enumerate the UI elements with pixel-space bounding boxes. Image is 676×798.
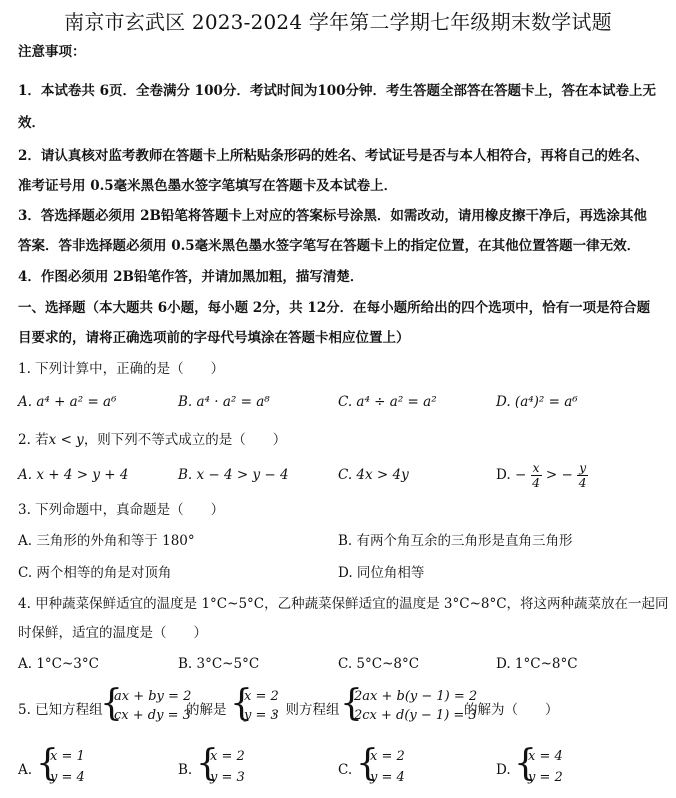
q5-option-b <box>196 743 256 788</box>
notice-line-6: 答案．答非选择题必须用 0.5毫米黑色墨水签字笔写在答题卡上的指定位置，在其他位置答题一律无效． <box>18 238 641 254</box>
q2-stem-pre: 2. 若 <box>18 432 49 448</box>
q5-option-c-label: C. <box>338 762 353 778</box>
q5-option-d-label: D. <box>496 762 511 778</box>
q5-option-d-eq2: y = 2 <box>528 770 563 785</box>
exam-title: 南京市玄武区 2023-2024 学年第二学期七年级期末数学试题 <box>64 10 612 34</box>
q5-stem-mid1: 的解是 <box>186 702 227 718</box>
q5-option-c-brace: { <box>356 743 379 784</box>
q2-option-b: B. x − 4 > y − 4 <box>178 467 289 483</box>
q1-option-c: C. a⁴ ÷ a² = a² <box>338 394 437 410</box>
q5-system-2-eq2: 2cx + d(y − 1) = 3 <box>354 708 477 723</box>
q5-option-a-label: A. <box>18 762 33 778</box>
q2-stem-post: ，则下列不等式成立的是（ ） <box>83 432 287 448</box>
q5-option-a-eq1: x = 1 <box>50 749 85 764</box>
q3-option-b: B. 有两个角互余的三角形是直角三角形 <box>338 533 573 549</box>
q2-option-d-frac-x: $\frac{x}{4}$ <box>532 460 541 490</box>
section1-line-1: 一、选择题（本大题共 6小题，每小题 2分，共 12分．在每小题所给出的四个选项中，恰有一项是符合题 <box>18 300 651 316</box>
q5-option-c <box>356 743 416 788</box>
q4-line-2: 时保鲜，适宜的温度是（ ） <box>18 625 207 641</box>
notice-line-4: 准考证号用 0.5毫米黑色墨水签字笔填写在答题卡及本试卷上． <box>18 178 398 194</box>
q5-system-1-brace: { <box>100 683 123 724</box>
q2-stem <box>18 430 286 450</box>
q2-option-d-gt: > − <box>545 467 573 483</box>
q5-stem-pre: 5. 已知方程组 <box>18 702 103 718</box>
q5-option-a <box>36 743 96 788</box>
notice-line-7: 4．作图必须用 2B铅笔作答，并请加黑加粗，描写清楚． <box>18 269 364 285</box>
notice-line-1: 1．本试卷共 6页．全卷满分 100分．考试时间为100分钟．考生答题全部答在答题卡上，答在本试卷上无 <box>18 83 657 99</box>
section1-line-2: 目要求的，请将正确选项前的字母代号填涂在答题卡相应位置上） <box>18 330 410 346</box>
q5-solution-brace: { <box>230 683 253 724</box>
q1-stem: 1. 下列计算中，正确的是（ ） <box>18 361 225 377</box>
q1-option-a: A. a⁴ + a² = a⁶ <box>18 394 117 410</box>
q2-stem-math: x < y <box>48 432 84 448</box>
q3-option-d: D. 同位角相等 <box>338 565 425 581</box>
q2-option-a: A. x + 4 > y + 4 <box>18 467 129 483</box>
q5-option-c-eq1: x = 2 <box>370 749 405 764</box>
q5-system-2-eq1: 2ax + b(y − 1) = 2 <box>354 689 478 704</box>
q5-option-b-eq2: y = 3 <box>210 770 245 785</box>
q2-option-c: C. 4x > 4y <box>338 467 409 483</box>
q5-system-2 <box>340 683 478 726</box>
notice-line-5: 3．答选择题必须用 2B铅笔将答题卡上对应的答案标号涂黑．如需改动，请用橡皮擦干净后，再选涂其他 <box>18 208 647 224</box>
q4-line-1: 4. 甲种蔬菜保鲜适宜的温度是 1°C~5°C，乙种蔬菜保鲜适宜的温度是 3°C~8°C，将这两种蔬菜放在一起同 <box>18 596 669 612</box>
q5-system-1-eq1: ax + by = 2 <box>114 689 192 704</box>
q5-option-c-eq2: y = 4 <box>370 770 405 785</box>
q2-option-d <box>496 458 588 492</box>
q2-option-d-sign: − <box>514 467 527 483</box>
q4-option-b: B. 3°C~5°C <box>178 656 260 672</box>
q5-option-d <box>514 743 574 788</box>
q3-option-c: C. 两个相等的角是对顶角 <box>18 565 172 581</box>
q4-option-d: D. 1°C~8°C <box>496 656 578 672</box>
notice-line-3: 2．请认真核对监考教师在答题卡上所粘贴条形码的姓名、考试证号是否与本人相符合，再将自己的姓名、 <box>18 148 649 164</box>
notice-line-2: 效． <box>18 115 45 131</box>
notice-heading: 注意事项： <box>18 44 86 60</box>
q5-system-1-eq2: cx + dy = 3 <box>114 708 191 723</box>
q4-option-c: C. 5°C~8°C <box>338 656 420 672</box>
q5-option-b-label: B. <box>178 762 193 778</box>
q5-system-2-brace: { <box>340 683 363 724</box>
q4-option-a: A. 1°C~3°C <box>18 656 99 672</box>
q5-option-a-eq2: y = 4 <box>50 770 85 785</box>
q5-system-1 <box>100 683 192 726</box>
q5-stem-post: 的解为（ ） <box>464 702 559 718</box>
q5-stem-mid2: ，则方程组 <box>272 702 340 718</box>
q5-solution-eq1: x = 2 <box>244 689 279 704</box>
q5-solution-eq2: y = 3 <box>244 708 279 723</box>
q5-option-a-brace: { <box>36 743 59 784</box>
q5-option-d-brace: { <box>514 743 537 784</box>
q3-option-a: A. 三角形的外角和等于 180° <box>18 533 195 549</box>
q5-option-b-brace: { <box>196 743 219 784</box>
q1-option-d: D. (a⁴)² = a⁶ <box>496 394 578 410</box>
q3-stem: 3. 下列命题中，真命题是（ ） <box>18 502 225 518</box>
q1-option-b: B. a⁴ · a² = a⁸ <box>178 394 270 410</box>
q5-option-d-eq1: x = 4 <box>528 749 563 764</box>
q2-option-d-frac-y: $\frac{y}{4}$ <box>578 460 587 490</box>
q5-option-b-eq1: x = 2 <box>210 749 245 764</box>
q2-option-d-label: D. <box>496 467 511 483</box>
